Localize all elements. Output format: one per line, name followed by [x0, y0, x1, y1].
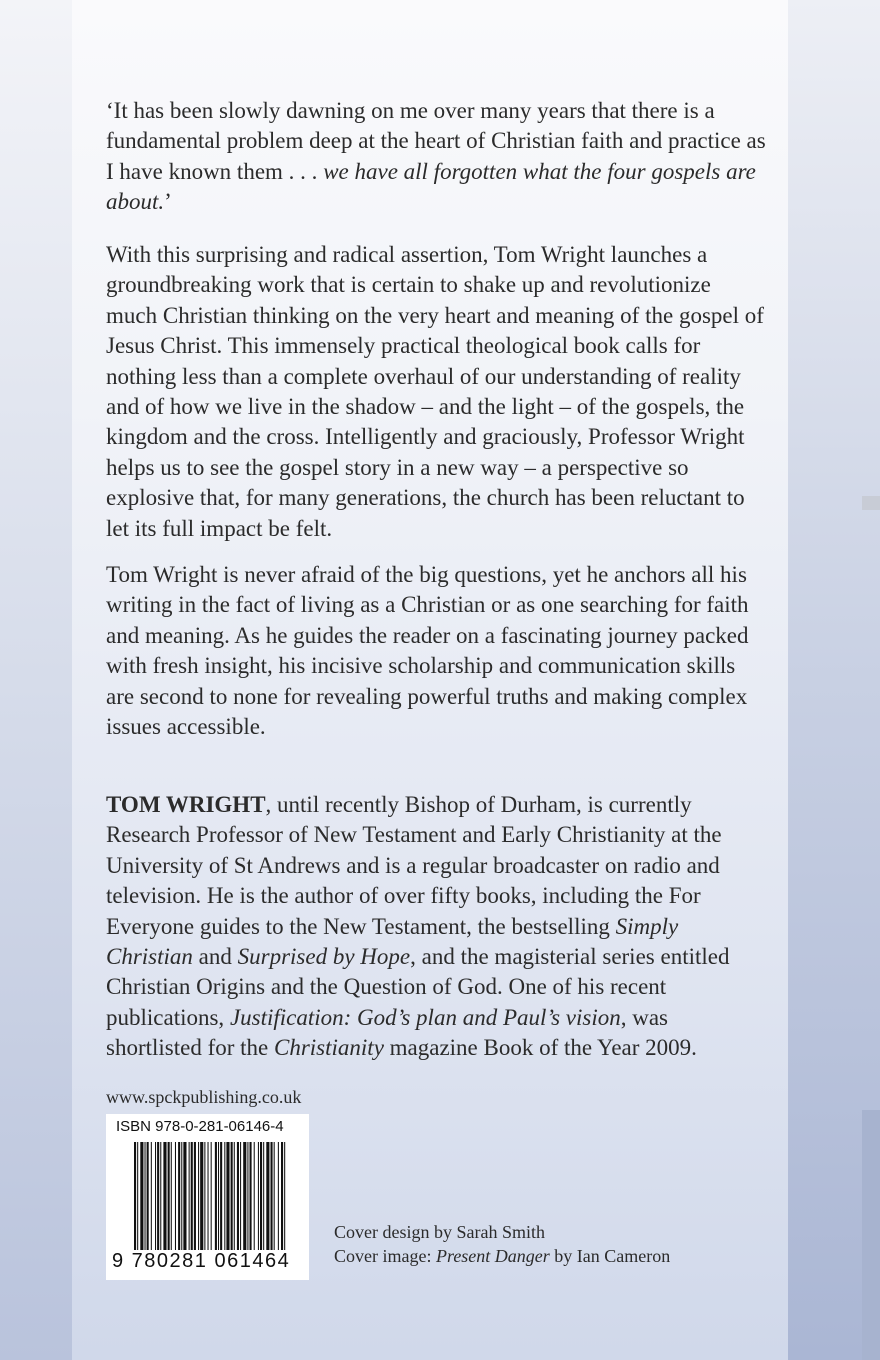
barcode-bar: [260, 1142, 262, 1250]
credit-artist: by Ian Cameron: [549, 1246, 671, 1266]
barcode-bar: [155, 1142, 156, 1250]
barcode-bar: [151, 1142, 152, 1250]
edge-mark: [862, 496, 880, 510]
barcode-bar: [263, 1142, 264, 1250]
barcode-bar: [191, 1142, 193, 1250]
barcode-bar: [278, 1142, 279, 1250]
barcode-bar: [183, 1142, 186, 1250]
barcode-bar: [147, 1142, 149, 1250]
barcode-bar: [140, 1142, 143, 1250]
barcode-bar: [175, 1142, 176, 1250]
publisher-website[interactable]: www.spckpublishing.co.uk: [106, 1087, 302, 1107]
barcode-bar: [240, 1142, 241, 1250]
design-credit: Cover design by Sarah Smith: [334, 1222, 545, 1242]
edge-band: [862, 1110, 880, 1360]
barcode-bar: [231, 1142, 233, 1250]
barcode-bar: [163, 1142, 166, 1250]
barcode-bar: [160, 1142, 161, 1250]
barcode-bar: [198, 1142, 199, 1250]
barcode-bar: [254, 1142, 255, 1250]
barcode-bar: [134, 1142, 136, 1250]
book-title: Surprised by Hope: [237, 944, 411, 970]
barcode-bar: [208, 1142, 209, 1250]
bio-text: and: [192, 944, 238, 970]
isbn-barcode: [106, 1114, 309, 1280]
barcode-bar: [243, 1142, 246, 1250]
barcode-bar: [250, 1142, 252, 1250]
barcode-bar: [220, 1142, 222, 1250]
barcode-bar: [266, 1142, 269, 1250]
barcode-bar: [157, 1142, 159, 1250]
magazine-title: Christianity: [274, 1035, 384, 1061]
barcode-bars: [134, 1142, 286, 1250]
barcode-bar: [178, 1142, 180, 1250]
image-credit: [334, 1244, 670, 1268]
left-edge-strip: [0, 0, 72, 1360]
blurb-paragraph-2: Tom Wright is never afraid of the big questions, yet he anchors all his writing in the fact of living as a Christian or as one searching for faith and meaning. As he guides the reader on a fascinating journey packed with fresh insight, his incisive scholarship and communication skills are second to none for revealing powerful truths and making complex issues accessible.: [106, 562, 749, 740]
quote-close: ’: [164, 189, 172, 215]
barcode-digits: 9 780281 061464: [112, 1250, 291, 1272]
bio-text: magazine Book of the Year 2009.: [383, 1035, 697, 1061]
opening-quote: [106, 96, 766, 218]
barcode-bar: [274, 1142, 275, 1250]
book-title: Simply Christian: [106, 913, 679, 970]
bio-text: , and the magisterial series entitled Christian Origins and the Question of God. One of his recent publications,: [106, 944, 730, 1030]
barcode-bar: [224, 1142, 225, 1250]
barcode-bar: [145, 1142, 146, 1250]
barcode-bar: [168, 1142, 170, 1250]
barcode-bar: [211, 1142, 212, 1250]
quote-emphasis: we have all forgotten what the four gospels are about.: [106, 158, 756, 215]
credit-label: Cover image:: [334, 1246, 436, 1266]
barcode-bar: [189, 1142, 190, 1250]
barcode-bar: [171, 1142, 172, 1250]
barcode-bar: [258, 1142, 259, 1250]
artwork-title: Present Danger: [435, 1246, 550, 1266]
barcode-bar: [218, 1142, 219, 1250]
barcode-bar: [200, 1142, 203, 1250]
author-name: TOM WRIGHT: [106, 792, 266, 817]
barcode-bar: [271, 1142, 273, 1250]
bio-text: , was shortlisted for the: [106, 1004, 669, 1061]
book-title: Justification: God’s plan and Paul’s vision: [229, 1004, 621, 1030]
barcode-bar: [137, 1142, 138, 1250]
barcode-bar: [237, 1142, 239, 1250]
barcode-bar: [215, 1142, 217, 1250]
barcode-bar: [226, 1142, 229, 1250]
barcode-bar: [204, 1142, 205, 1250]
barcode-bar: [284, 1142, 285, 1250]
barcode-bar: [247, 1142, 248, 1250]
blurb-paragraph-1: With this surprising and radical assertion, Tom Wright launches a groundbreaking work that is certain to shake up and revolutionize much Christian thinking on the very heart and meaning of the gospel of Jesus Christ. This immensely practical theological book calls for nothing less than a complete overhaul of our understanding of reality and of how we live in the shadow – and the light – of the gospels, the kingdom and the cross. Intelligently and graciously, Professor Wright helps us to see the gospel story in a new way – a perspective so explosive that, for many generations, the church has been reluctant to let its full impact be felt.: [106, 242, 764, 541]
isbn-label: ISBN 978-0-281-06146-4: [116, 1118, 284, 1135]
barcode-bar: [281, 1142, 283, 1250]
barcode-bar: [234, 1142, 235, 1250]
cover-credits: [334, 1220, 670, 1268]
barcode-bar: [194, 1142, 196, 1250]
quote-text: ‘It has been slowly dawning on me over many years that there is a fundamental problem deep at the heart of Christian faith and practice as I have known them . . .: [106, 98, 766, 184]
bio-text: , until recently Bishop of Durham, is currently Research Professor of New Testament and Early Christianity at the University of St Andrews and is a regular broadcaster on radio and television. He is the author of over fifty books, including the For Everyone guides to the New Testament, the bestselling: [106, 792, 722, 939]
author-bio: [106, 790, 766, 1064]
barcode-bar: [181, 1142, 182, 1250]
